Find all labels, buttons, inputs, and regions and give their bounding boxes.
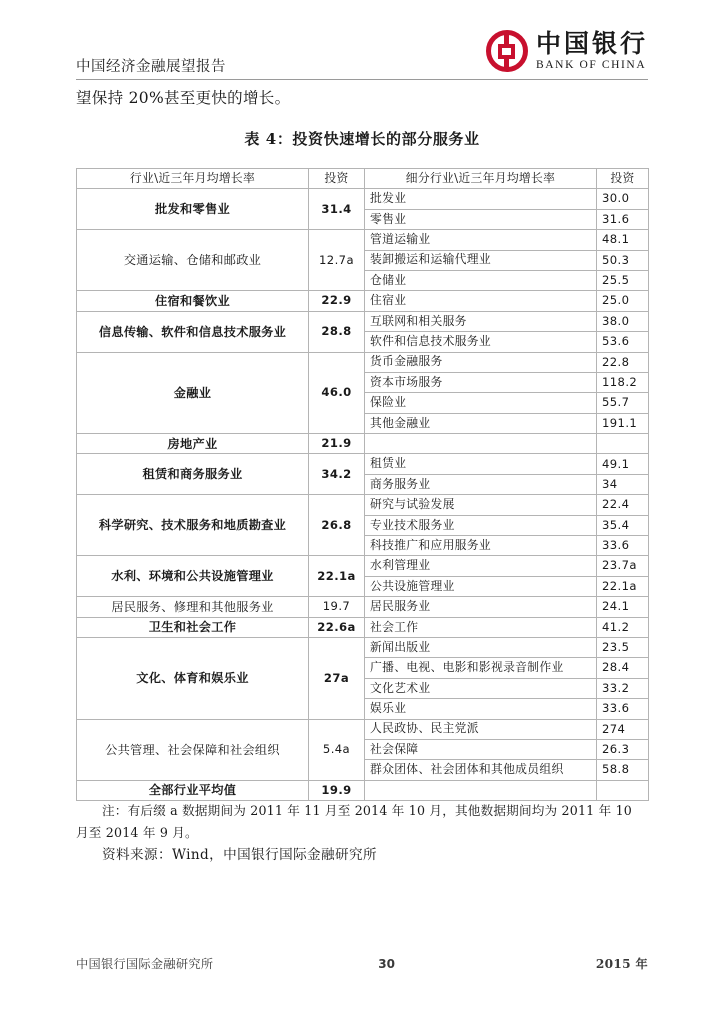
logo-chinese-name: 中国银行 <box>535 28 648 58</box>
industry-name-cell: 居民服务、修理和其他服务业 <box>77 597 309 617</box>
sub-industry-investment-cell: 118.2 <box>597 372 649 392</box>
table-row <box>77 291 649 311</box>
industry-name-cell: 批发和零售业 <box>77 189 309 230</box>
industry-investment-cell: 34.2 <box>309 454 365 495</box>
document-header <box>76 26 648 84</box>
footer-year: 2015 年 <box>595 957 648 971</box>
sub-industry-investment-cell: 23.7a <box>597 556 649 576</box>
sub-industry-investment-cell: 24.1 <box>597 597 649 617</box>
sub-industry-investment-cell: 49.1 <box>597 454 649 474</box>
industry-investment-cell: 27a <box>309 637 365 719</box>
sub-industry-investment-cell: 25.5 <box>597 270 649 290</box>
industry-investment-cell: 21.9 <box>309 434 365 454</box>
table-row <box>77 597 649 617</box>
sub-industry-name-cell: 互联网和相关服务 <box>365 311 597 331</box>
boc-emblem-icon <box>486 30 528 72</box>
header-divider <box>76 79 648 80</box>
industry-investment-cell: 46.0 <box>309 352 365 434</box>
industry-investment-cell: 19.9 <box>309 780 365 800</box>
sub-industry-name-cell: 研究与试验发展 <box>365 495 597 515</box>
industry-investment-cell: 22.6a <box>309 617 365 637</box>
sub-industry-investment-cell: 191.1 <box>597 413 649 433</box>
sub-industry-investment-cell: 58.8 <box>597 760 649 780</box>
sub-industry-name-cell <box>365 434 597 454</box>
col-header-industry: 行业\近三年月均增长率 <box>77 169 309 189</box>
sub-industry-investment-cell: 28.4 <box>597 658 649 678</box>
industry-investment-cell: 5.4a <box>309 719 365 780</box>
table-row <box>77 637 649 657</box>
sub-industry-name-cell: 软件和信息技术服务业 <box>365 332 597 352</box>
sub-industry-name-cell: 广播、电视、电影和影视录音制作业 <box>365 658 597 678</box>
table-caption: 表 4：投资快速增长的部分服务业 <box>244 130 480 148</box>
sub-industry-name-cell: 租赁业 <box>365 454 597 474</box>
industry-investment-cell: 28.8 <box>309 311 365 352</box>
industry-investment-cell: 19.7 <box>309 597 365 617</box>
footer-page-number: 30 <box>378 957 395 971</box>
sub-industry-investment-cell: 274 <box>597 719 649 739</box>
sub-industry-investment-cell: 38.0 <box>597 311 649 331</box>
sub-industry-investment-cell: 22.4 <box>597 495 649 515</box>
table-row <box>77 230 649 250</box>
industry-name-cell: 科学研究、技术服务和地质勘查业 <box>77 495 309 556</box>
sub-industry-investment-cell <box>597 780 649 800</box>
body-paragraph: 望保持 20%甚至更快的增长。 <box>76 89 291 107</box>
table-row <box>77 556 649 576</box>
sub-industry-name-cell: 群众团体、社会团体和其他成员组织 <box>365 760 597 780</box>
sub-industry-investment-cell: 48.1 <box>597 230 649 250</box>
industry-name-cell: 交通运输、仓储和邮政业 <box>77 230 309 291</box>
sub-industry-investment-cell: 33.6 <box>597 699 649 719</box>
sub-industry-investment-cell: 53.6 <box>597 332 649 352</box>
table-note: 注：有后缀 a 数据期间为 2011 年 11 月至 2014 年 10 月，其他数据期间均为 2011 年 10 月至 2014 年 9 月。 <box>76 803 633 841</box>
industry-name-cell: 公共管理、社会保障和社会组织 <box>77 719 309 780</box>
industry-investment-cell: 12.7a <box>309 230 365 291</box>
industry-name-cell: 全部行业平均值 <box>77 780 309 800</box>
industry-name-cell: 信息传输、软件和信息技术服务业 <box>77 311 309 352</box>
sub-industry-name-cell: 仓储业 <box>365 270 597 290</box>
sub-industry-name-cell: 新闻出版业 <box>365 637 597 657</box>
sub-industry-investment-cell <box>597 434 649 454</box>
sub-industry-name-cell: 装卸搬运和运输代理业 <box>365 250 597 270</box>
sub-industry-name-cell: 社会保障 <box>365 739 597 759</box>
table-head <box>77 169 649 189</box>
sub-industry-name-cell: 娱乐业 <box>365 699 597 719</box>
industry-investment-cell: 31.4 <box>309 189 365 230</box>
industry-name-cell: 水利、环境和公共设施管理业 <box>77 556 309 597</box>
industry-name-cell: 卫生和社会工作 <box>77 617 309 637</box>
sub-industry-name-cell: 科技推广和应用服务业 <box>365 536 597 556</box>
sub-industry-name-cell: 住宿业 <box>365 291 597 311</box>
sub-industry-name-cell: 零售业 <box>365 209 597 229</box>
sub-industry-investment-cell: 35.4 <box>597 515 649 535</box>
sub-industry-name-cell: 商务服务业 <box>365 474 597 494</box>
table-row <box>77 454 649 474</box>
col-header-sub-investment: 投资 <box>597 169 649 189</box>
industry-name-cell: 房地产业 <box>77 434 309 454</box>
sub-industry-investment-cell: 23.5 <box>597 637 649 657</box>
sub-industry-name-cell: 居民服务业 <box>365 597 597 617</box>
sub-industry-name-cell: 公共设施管理业 <box>365 576 597 596</box>
sub-industry-name-cell: 资本市场服务 <box>365 372 597 392</box>
logo-english-name: BANK OF CHINA <box>535 58 647 71</box>
sub-industry-investment-cell: 26.3 <box>597 739 649 759</box>
industry-name-cell: 文化、体育和娱乐业 <box>77 637 309 719</box>
table-source: 资料来源：Wind，中国银行国际金融研究所 <box>102 847 378 863</box>
report-title: 中国经济金融展望报告 <box>76 59 226 75</box>
sub-industry-investment-cell: 25.0 <box>597 291 649 311</box>
table-body <box>77 189 649 801</box>
sub-industry-investment-cell: 41.2 <box>597 617 649 637</box>
logo-wordmark <box>535 28 648 72</box>
sub-industry-name-cell: 其他金融业 <box>365 413 597 433</box>
industry-investment-cell: 22.1a <box>309 556 365 597</box>
table-row <box>77 352 649 372</box>
sub-industry-name-cell: 文化艺术业 <box>365 678 597 698</box>
sub-industry-investment-cell: 22.1a <box>597 576 649 596</box>
sub-industry-investment-cell: 22.8 <box>597 352 649 372</box>
industry-name-cell: 租赁和商务服务业 <box>77 454 309 495</box>
footer-institute: 中国银行国际金融研究所 <box>76 957 214 971</box>
sub-industry-investment-cell: 34 <box>597 474 649 494</box>
sub-industry-investment-cell: 55.7 <box>597 393 649 413</box>
col-header-investment: 投资 <box>309 169 365 189</box>
table-row <box>77 719 649 739</box>
industry-investment-cell: 22.9 <box>309 291 365 311</box>
sub-industry-investment-cell: 30.0 <box>597 189 649 209</box>
industry-name-cell: 住宿和餐饮业 <box>77 291 309 311</box>
sub-industry-name-cell: 保险业 <box>365 393 597 413</box>
page-footer <box>76 955 648 972</box>
service-industry-investment-table <box>76 168 649 801</box>
sub-industry-investment-cell: 33.6 <box>597 536 649 556</box>
sub-industry-investment-cell: 50.3 <box>597 250 649 270</box>
industry-investment-cell: 26.8 <box>309 495 365 556</box>
table-row <box>77 189 649 209</box>
sub-industry-name-cell: 人民政协、民主党派 <box>365 719 597 739</box>
sub-industry-investment-cell: 31.6 <box>597 209 649 229</box>
col-header-sub-industry: 细分行业\近三年月均增长率 <box>365 169 597 189</box>
table-row <box>77 617 649 637</box>
sub-industry-name-cell: 社会工作 <box>365 617 597 637</box>
table-row <box>77 434 649 454</box>
sub-industry-name-cell: 货币金融服务 <box>365 352 597 372</box>
sub-industry-name-cell <box>365 780 597 800</box>
table-header-row <box>77 169 649 189</box>
sub-industry-name-cell: 管道运输业 <box>365 230 597 250</box>
table-row <box>77 495 649 515</box>
industry-name-cell: 金融业 <box>77 352 309 434</box>
table-row <box>77 780 649 800</box>
bank-of-china-logo <box>486 26 648 76</box>
sub-industry-name-cell: 专业技术服务业 <box>365 515 597 535</box>
sub-industry-investment-cell: 33.2 <box>597 678 649 698</box>
sub-industry-name-cell: 批发业 <box>365 189 597 209</box>
sub-industry-name-cell: 水利管理业 <box>365 556 597 576</box>
table-row <box>77 311 649 331</box>
